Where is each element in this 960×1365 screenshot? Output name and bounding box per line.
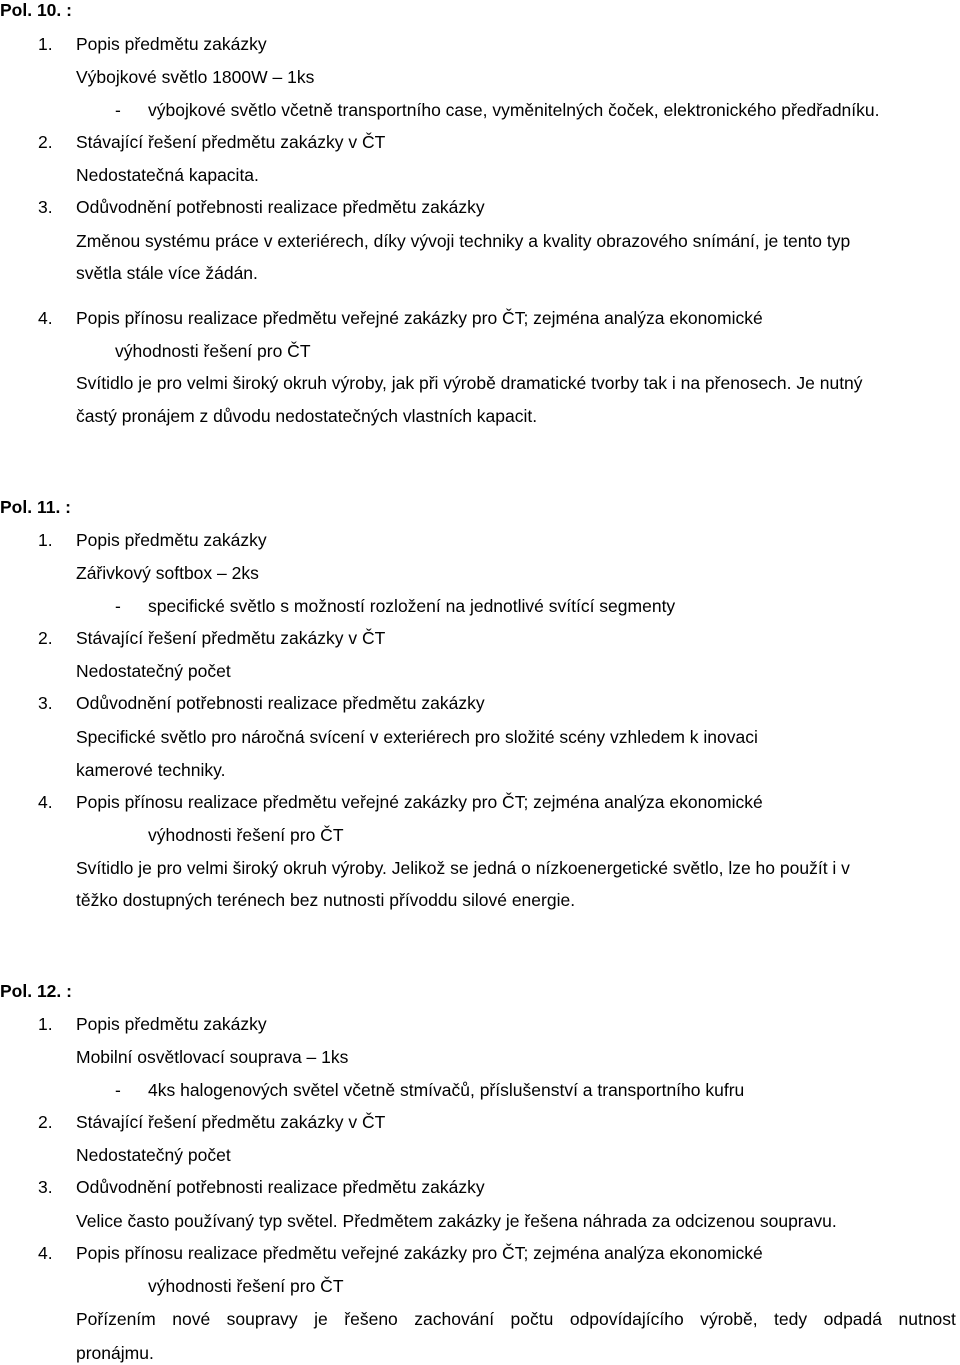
product-name: Zářivkový softbox – 2ks [76,563,259,583]
item-text: světla stále více žádán. [76,263,258,283]
item-text: Nedostatečný počet [76,661,231,681]
item-title: Popis přínosu realizace předmětu veřejné zakázky pro ČT; zejména analýza ekonomické [76,308,763,328]
item-text: pronájmu. [76,1343,154,1363]
item-title: Stávající řešení předmětu zakázky v ČT [76,628,386,648]
item-text: Velice často používaný typ světel. Předmětem zakázky je řešena náhrada za odcizenou soupravu. [76,1211,837,1231]
word: nové [172,1309,211,1329]
word: odpovídajícího [569,1309,684,1329]
item-text: Svítidlo je pro velmi široký okruh výroby, jak při výrobě dramatické tvorby tak i na přenosech. Je nutný [76,373,863,393]
word: odpadá [823,1309,883,1329]
item-text: Specifické světlo pro náročná svícení v exteriérech pro složité scény vzhledem k inovaci [76,727,758,747]
word: řešeno [344,1309,398,1329]
item-number: 1. [38,1014,53,1034]
item-text: těžko dostupných terénech bez nutnosti přívoddu silové energie. [76,890,576,910]
item-text: častý pronájem z důvodu nedostatečných vlastních kapacit. [76,406,538,426]
item-text: kamerové techniky. [76,760,226,780]
item-title: výhodnosti řešení pro ČT [148,825,344,845]
word: nutnost [898,1309,956,1329]
item-number: 4. [38,308,53,328]
word: soupravy [226,1309,298,1329]
item-number: 1. [38,530,53,550]
item-title: Popis předmětu zakázky [76,530,267,550]
item-title: Popis předmětu zakázky [76,34,267,54]
word: počtu [510,1309,554,1329]
item-title: Stávající řešení předmětu zakázky v ČT [76,1112,386,1132]
item-number: 1. [38,34,53,54]
item-title: Popis přínosu realizace předmětu veřejné zakázky pro ČT; zejména analýza ekonomické [76,1243,763,1263]
bullet-text: specifické světlo s možností rozložení na jednotlivé svítící segmenty [148,596,676,616]
item-number: 2. [38,1112,53,1132]
product-name: Mobilní osvětlovací souprava – 1ks [76,1047,349,1067]
word: výrobě, [700,1309,758,1329]
item-text-justified [76,1308,956,1330]
item-title: výhodnosti řešení pro ČT [115,341,311,361]
item-text: Změnou systému práce v exteriérech, díky vývoji techniky a kvality obrazového snímání, je tento typ [76,231,851,251]
item-number: 4. [38,792,53,812]
item-title: Popis předmětu zakázky [76,1014,267,1034]
item-text: Nedostatečný počet [76,1145,231,1165]
bullet-text: 4ks halogenových světel včetně stmívačů, příslušenství a transportního kufru [148,1080,745,1100]
word: Pořízením [76,1309,156,1329]
item-number: 2. [38,628,53,648]
item-title: Odůvodnění potřebnosti realizace předmětu zakázky [76,693,485,713]
section-heading: Pol. 10. : [0,0,72,20]
word: zachování [414,1309,495,1329]
item-title: Odůvodnění potřebnosti realizace předmětu zakázky [76,197,485,217]
item-number: 3. [38,197,53,217]
item-number: 2. [38,132,53,152]
item-text: Nedostatečná kapacita. [76,165,259,185]
item-title: Odůvodnění potřebnosti realizace předmětu zakázky [76,1177,485,1197]
bullet-text: výbojkové světlo včetně transportního case, vyměnitelných čoček, elektronického předřadníku. [148,100,880,120]
item-text: Svítidlo je pro velmi široký okruh výroby. Jelikož se jedná o nízkoenergetické světlo, lze ho použít i v [76,858,850,878]
item-title: Popis přínosu realizace předmětu veřejné zakázky pro ČT; zejména analýza ekonomické [76,792,763,812]
word: tedy [774,1309,808,1329]
bullet-dash: - [115,596,121,616]
product-name: Výbojkové světlo 1800W – 1ks [76,67,315,87]
item-title: výhodnosti řešení pro ČT [148,1276,344,1296]
section-heading: Pol. 11. : [0,497,71,517]
item-number: 3. [38,693,53,713]
item-title: Stávající řešení předmětu zakázky v ČT [76,132,386,152]
word: je [314,1309,328,1329]
bullet-dash: - [115,100,121,120]
item-number: 3. [38,1177,53,1197]
item-number: 4. [38,1243,53,1263]
section-heading: Pol. 12. : [0,981,72,1001]
bullet-dash: - [115,1080,121,1100]
